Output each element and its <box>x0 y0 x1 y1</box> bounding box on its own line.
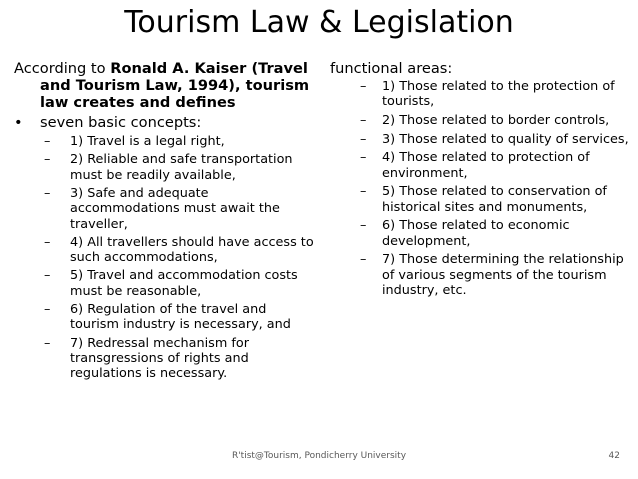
dash-icon: – <box>360 131 367 147</box>
dash-icon: – <box>44 185 51 201</box>
left-column <box>14 60 314 385</box>
dash-icon: – <box>360 150 367 166</box>
area-text: 3) Those related to quality of services, <box>382 131 629 147</box>
concepts-bullet <box>14 114 314 131</box>
list-item <box>14 268 314 299</box>
list-item <box>330 79 630 110</box>
dash-icon: – <box>360 252 367 268</box>
dash-icon: – <box>44 134 51 149</box>
concept-text: 5) Travel and accommodation costs must be reasonable, <box>70 268 298 299</box>
concepts-list <box>14 134 314 382</box>
concept-text: 3) Safe and adequate accommodations must await the traveller, <box>70 185 280 232</box>
list-item <box>330 150 630 181</box>
list-item <box>14 134 314 149</box>
page-number: 42 <box>608 451 620 461</box>
dash-icon: – <box>44 268 51 284</box>
list-item <box>330 218 630 249</box>
concept-text: 1) Travel is a legal right, <box>70 134 225 149</box>
list-item <box>330 252 630 298</box>
intro-prefix: According to <box>14 60 111 77</box>
dash-icon: – <box>360 218 367 234</box>
area-text: 2) Those related to border controls, <box>382 113 610 128</box>
area-text: 5) Those related to conservation of historical sites and monuments, <box>382 184 607 215</box>
functional-areas-heading: functional areas: <box>330 60 453 77</box>
area-text: 6) Those related to economic development, <box>382 218 570 249</box>
list-item <box>14 235 314 266</box>
concept-text: 6) Regulation of the travel and tourism industry is necessary, and <box>70 302 291 333</box>
slide-title: Tourism Law & Legislation <box>124 5 514 40</box>
list-item <box>14 302 314 333</box>
functional-areas-list <box>330 79 630 298</box>
area-text: 4) Those related to protection of environment, <box>382 150 590 181</box>
list-item <box>14 152 314 183</box>
dash-icon: – <box>44 234 51 250</box>
list-item <box>330 132 630 147</box>
right-column <box>330 60 630 302</box>
area-text: 1) Those related to the protection of tourists, <box>382 79 615 110</box>
concept-text: 2) Reliable and safe transportation must be readily available, <box>70 152 293 183</box>
list-item <box>14 186 314 232</box>
concept-text: 7) Redressal mechanism for transgressions of rights and regulations is necessary. <box>70 335 249 382</box>
list-item <box>14 336 314 382</box>
intro-paragraph <box>14 60 314 111</box>
dash-icon: – <box>44 152 51 168</box>
dash-icon: – <box>360 184 367 200</box>
area-text: 7) Those determining the relationship of various segments of the tourism industry, etc. <box>382 252 624 298</box>
concepts-heading: seven basic concepts: <box>40 114 202 131</box>
list-item <box>330 184 630 215</box>
bullet-icon: • <box>14 114 23 131</box>
concept-text: 4) All travellers should have access to such accommodations, <box>70 234 314 266</box>
footer-text: R'tist@Tourism, Pondicherry University <box>231 451 407 461</box>
list-item <box>330 113 630 128</box>
intro-citation: Ronald A. Kaiser (Travel and Tourism Law, 1994), tourism law creates and defines <box>40 60 310 111</box>
dash-icon: – <box>360 79 367 94</box>
dash-icon: – <box>360 113 367 128</box>
dash-icon: – <box>44 335 51 351</box>
dash-icon: – <box>44 302 51 318</box>
